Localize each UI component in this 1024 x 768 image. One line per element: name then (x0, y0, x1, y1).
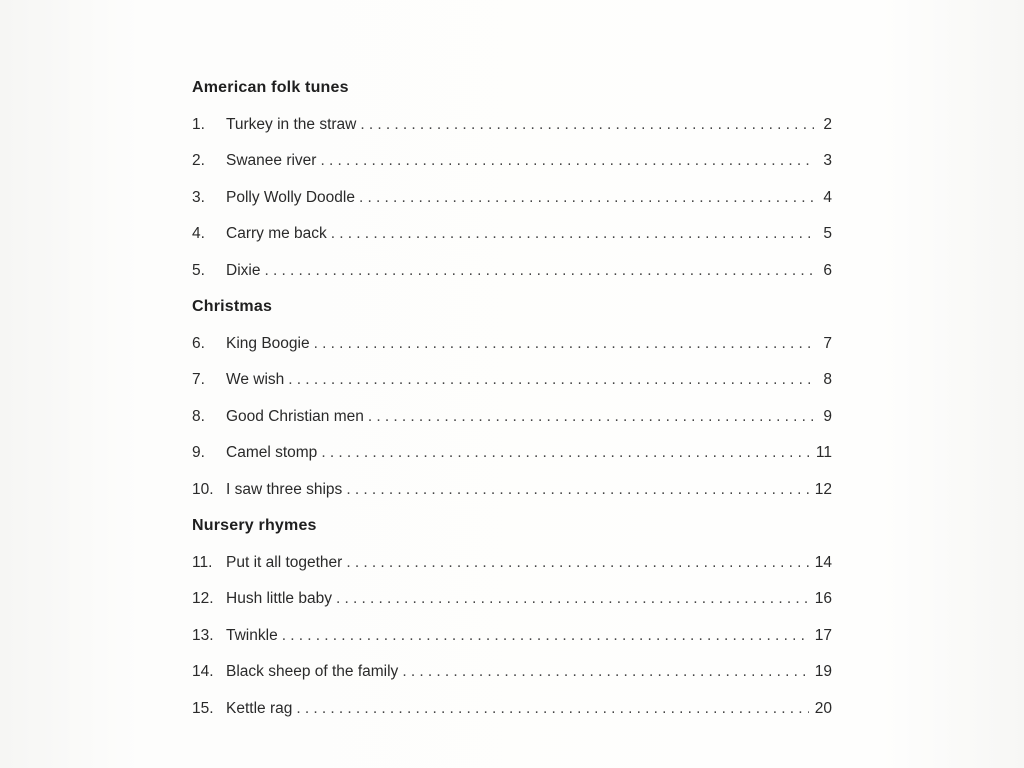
entry-title: Hush little baby (226, 590, 332, 607)
dot-leader (296, 695, 808, 723)
entry-number: 7. (192, 371, 205, 388)
table-of-contents (192, 74, 832, 731)
entry-page-number: 20 (814, 699, 832, 717)
entry-page-number: 14 (814, 553, 832, 571)
dot-leader (346, 476, 808, 504)
toc-entry (192, 366, 832, 403)
entry-number: 8. (192, 407, 205, 425)
entry-page-number: 8 (823, 371, 832, 388)
toc-entry (192, 439, 832, 476)
dot-leader (320, 147, 814, 175)
section-heading: Christmas (192, 298, 273, 315)
toc-entry (192, 111, 832, 148)
dot-leader (264, 257, 814, 285)
entry-title: King Boogie (226, 334, 310, 352)
toc-entry (192, 330, 832, 367)
entry-title: We wish (226, 371, 285, 388)
entry-title: Carry me back (226, 225, 327, 242)
dot-leader (336, 585, 809, 613)
entry-page-number: 5 (823, 225, 832, 242)
toc-entry (192, 403, 832, 440)
entry-number: 1. (192, 115, 205, 133)
entry-title: Good Christian men (226, 407, 364, 425)
entry-number: 2. (192, 152, 205, 169)
entry-number: 9. (192, 444, 205, 461)
entry-title: Kettle rag (226, 699, 293, 717)
toc-entry (192, 622, 832, 659)
entry-number: 10. (192, 480, 214, 498)
toc-entry (192, 585, 832, 622)
entry-number: 6. (192, 334, 205, 352)
entry-page-number: 19 (814, 663, 832, 680)
dot-leader (282, 622, 809, 650)
entry-page-number: 2 (823, 115, 832, 133)
toc-entry (192, 220, 832, 257)
entry-page-number: 3 (823, 152, 832, 169)
entry-title: Dixie (226, 261, 261, 279)
entry-page-number: 11 (815, 444, 832, 461)
entry-number: 13. (192, 626, 214, 644)
toc-entry (192, 695, 832, 732)
entry-title: Twinkle (226, 626, 278, 644)
section-heading: Nursery rhymes (192, 517, 317, 534)
dot-leader (360, 111, 814, 139)
dot-leader (346, 549, 808, 577)
entry-title: I saw three ships (226, 480, 343, 498)
dot-leader (359, 184, 814, 212)
entry-number: 14. (192, 663, 214, 680)
entry-title: Camel stomp (226, 444, 318, 461)
entry-title: Put it all together (226, 553, 343, 571)
entry-number: 4. (192, 225, 205, 242)
dot-leader (368, 403, 814, 431)
entry-title: Black sheep of the family (226, 663, 399, 680)
toc-entry (192, 184, 832, 221)
dot-leader (331, 220, 814, 248)
dot-leader (321, 439, 810, 467)
toc-entry (192, 658, 832, 695)
entry-page-number: 9 (823, 407, 832, 425)
dot-leader (288, 366, 814, 394)
entry-title: Polly Wolly Doodle (226, 188, 355, 206)
dot-leader (314, 330, 814, 358)
entry-page-number: 4 (823, 188, 832, 206)
entry-title: Swanee river (226, 152, 317, 169)
entry-page-number: 12 (814, 480, 832, 498)
section-heading: American folk tunes (192, 79, 349, 96)
entry-title: Turkey in the straw (226, 115, 357, 133)
entry-page-number: 16 (814, 590, 832, 607)
entry-number: 12. (192, 590, 214, 607)
entry-number: 15. (192, 699, 214, 717)
dot-leader (402, 658, 808, 686)
toc-entry (192, 147, 832, 184)
entry-number: 3. (192, 188, 205, 206)
entry-number: 11. (192, 553, 213, 571)
toc-entry (192, 257, 832, 294)
toc-entry (192, 549, 832, 586)
entry-page-number: 7 (823, 334, 832, 352)
entry-number: 5. (192, 261, 205, 279)
entry-page-number: 6 (823, 261, 832, 279)
entry-page-number: 17 (814, 626, 832, 644)
toc-entry (192, 476, 832, 513)
